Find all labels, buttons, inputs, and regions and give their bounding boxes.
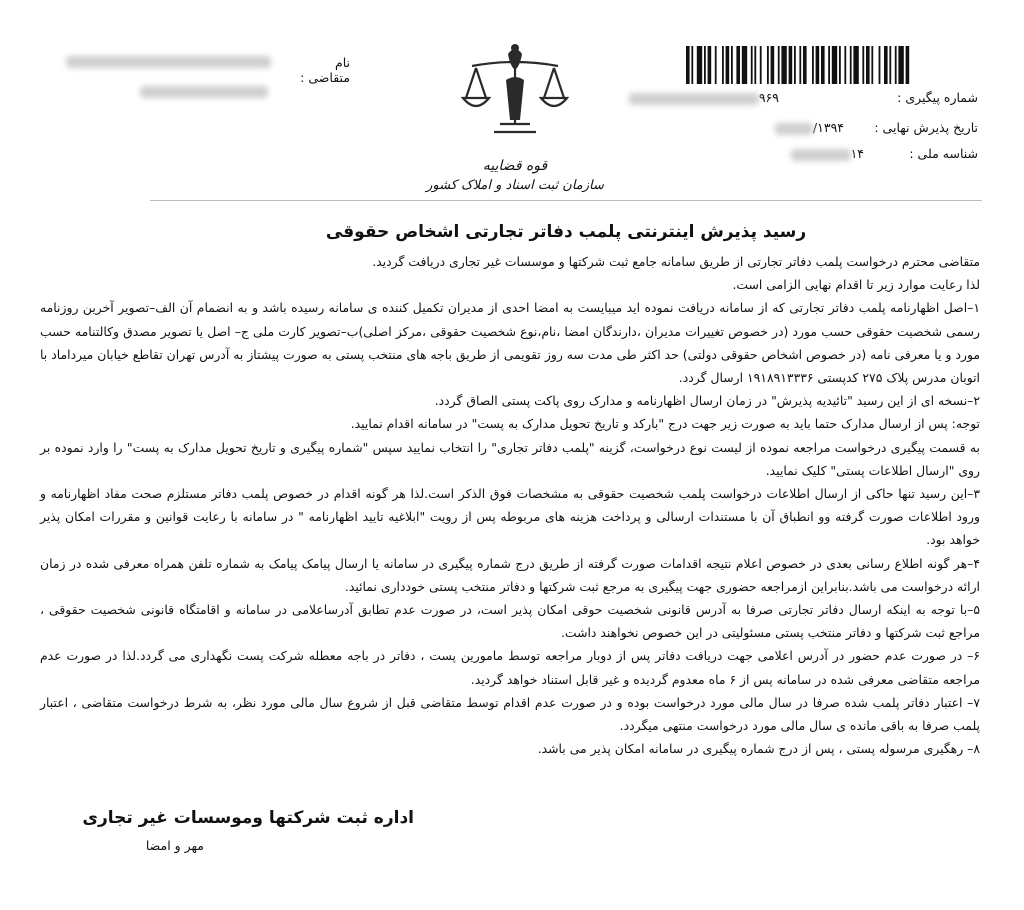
national-id-label: شناسه ملی : [909, 146, 978, 161]
barcode-bar [850, 46, 852, 84]
paragraph: توجه: پس از ارسال مدارک حتما باید به صورت زیر جهت درج "بارکد و تاریخ تحویل مدارک به پست" در سامانه اقدام نمایید. [350, 416, 980, 432]
judiciary-emblem [420, 40, 610, 193]
barcode-bar [742, 46, 747, 84]
barcode [686, 46, 980, 84]
barcode-bar [760, 46, 762, 84]
paragraph: ۸– رهگیری مرسوله پستی ، پس از درج شماره پیگیری در سامانه امکان پذیر می باشد. [537, 741, 980, 757]
paragraph: ۳–این رسید تنها حاکی از ارسال اطلاعات درخواست پلمب شخصیت حقوقی به مشخصات فوق الذکر است.لذا هر گونه اقدام در خصوص پلمب دفاتر مستلزم صحت مفاد اظهارنامه و ورود اطلاعات صورت گرفته وو انطباق آن با مستندات ارسالی و پرداخت هزینه های مربوطه پس از رویت "ابلاغیه تایید اظهارنامه " در سامانه با رعایت قوانین و مقررات امکان پذیر خواهد بود. [40, 486, 980, 548]
barcode-bar [715, 46, 717, 84]
barcode-bar [821, 46, 825, 84]
barcode-bar [906, 46, 910, 84]
organization-name: سازمان ثبت اسناد و املاک کشور [426, 178, 604, 193]
barcode-bar [691, 46, 693, 84]
final-date-label: تاریخ پذیرش نهایی : [874, 120, 978, 135]
barcode-bar [884, 46, 888, 84]
barcode-bar [794, 46, 796, 84]
receipt-body [40, 250, 980, 760]
issuing-office: اداره ثبت شرکتها وموسسات غیر تجاری [82, 808, 414, 828]
barcode-bar [866, 46, 870, 84]
paragraph: ۲–نسخه ای از این رسید "تائیدیه پذیرش" در زمان ارسال اظهارنامه و مدارک روی پاکت پستی الصاق گردد. [434, 393, 980, 409]
barcode-bar [771, 46, 775, 84]
barcode-bar [697, 46, 702, 84]
barcode-bar [736, 46, 740, 84]
tracking-value: ۹۶۹ [629, 90, 779, 105]
judiciary-name: قوه قضاییه [482, 158, 548, 174]
paragraph: ۵–با توجه به اینکه ارسال دفاتر تجارتی صرفا به آدرس قانونی شخصیت حوقی امکان پذیر است، در صورت عدم تطابق آدرساعلامی در سامانه و اقامتگاه قانونی شخصیت حقوقی ، مراجع ثبت شرکتها و دفاتر منتخب پستی مسئولیتی در این خصوص نخواهند داشت. [40, 602, 980, 641]
barcode-bar [754, 46, 756, 84]
paragraph: به قسمت پیگیری درخواست مراجعه نموده از لیست نوع درخواست، گزینه "پلمب دفاتر تجاری" را انتخاب نمایید سپس "شماره پیگیری و تاریخ تحویل مدارک به پست" را وارد نموده بر روی "ارسال اطلاعات پستی" کلیک نمایید. [40, 439, 980, 478]
paragraph: ۶– در صورت عدم حضور در آدرس اعلامی جهت دریافت دفاتر پس از دوبار مراجعه توسط مامورین پست ، دفاتر در باجه معطله شرکت پست نگهداری می گردد.لذا در صورت عدم مراجعه متقاضی معرفی شده در سامانه پس از ۶ ماه معدوم گردیده و غیر قابل استناد خواهد گردید. [40, 648, 980, 687]
barcode-bar [731, 46, 733, 84]
barcode-bar [767, 46, 769, 84]
barcode-bar [704, 46, 706, 84]
barcode-bar [812, 46, 814, 84]
barcode-bar [816, 46, 820, 84]
barcode-bar [789, 46, 793, 84]
barcode-bar [871, 46, 873, 84]
barcode-bar [708, 46, 712, 84]
barcode-bar [832, 46, 837, 84]
paragraph: لذا رعایت موارد زیر تا اقدام نهایی الزامی است. [732, 277, 980, 293]
barcode-bar [853, 46, 858, 84]
barcode-bar [889, 46, 891, 84]
barcode-bar [722, 46, 724, 84]
requester-name-redacted-line2 [140, 86, 268, 98]
header-divider [150, 200, 982, 201]
barcode-bar [879, 46, 881, 84]
barcode-bar [778, 46, 780, 84]
barcode-bar [895, 46, 897, 84]
barcode-bar [839, 46, 841, 84]
barcode-bar [898, 46, 903, 84]
final-date-value: ۱۳۹۴/ [775, 120, 844, 135]
paragraph: ۴–هر گونه اطلاع رسانی بعدی در خصوص اعلام نتیجه اقدامات صورت گرفته از طریق درج شماره پیگیری در سامانه یا ارسال پیامک پیامک به شماره تلفن همراه معرفی شده در زمان ارائه درخواست می باشد.بنابراین ازمراجعه حضوری جهت پیگیری به مرجع ثبت شرکتها و دفاتر منتخب پستی خودداری نمائید. [40, 555, 980, 594]
receipt-title: رسید پذیرش اینترنتی پلمب دفاتر تجارتی اشخاص حقوقی [325, 222, 807, 242]
barcode-bar [803, 46, 807, 84]
signature-label: مهر و امضا [145, 838, 204, 853]
barcode-bar [844, 46, 846, 84]
barcode-bar [862, 46, 864, 84]
national-id-value: ۱۴ [791, 146, 864, 161]
barcode-bar [726, 46, 730, 84]
barcode-bar [828, 46, 830, 84]
barcode-bar [799, 46, 801, 84]
barcode-bar [686, 46, 690, 84]
paragraph: متقاضی محترم درخواست پلمب دفاتر تجارتی از طریق سامانه جامع ثبت شرکتها و موسسات غیر تجاری دریافت گردید. [372, 254, 980, 269]
barcode-bar [781, 46, 786, 84]
barcode-bar [751, 46, 753, 84]
paragraph: ۷– اعتبار دفاتر پلمب شده صرفا در سال مالی مورد درخواست بوده و در صورت عدم اقدام توسط متقاضی قبل از شروع سال مالی مورد نظر، به شرط درخواست متقاضی ، اعتبار پلمب صرفا به باقی مانده ی سال مالی مورد درخواست منتهی میگردد. [40, 694, 980, 734]
requester-name-redacted [66, 56, 271, 68]
scales-of-justice-icon [460, 40, 570, 140]
tracking-label: شماره پیگیری : [897, 90, 978, 105]
paragraph: ۱–اصل اظهارنامه پلمب دفاتر تجارتی که از سامانه دریافت نموده اید میبایست به امضا احدی از مدیران تکمیل کننده ی سامانه رسیده باشد و به انضمام آن الف–تصویر آخرین روزنامه رسمی شخصیت حقوقی حسب مورد (در خصوص تغییرات مدیران ،دارندگان امضا ،نام،نوع شخصیت حقوقی ،مرکز اصلی)ب–تصویر کارت ملی ج– اصل یا تصویر مصدق وکالتنامه حسب مورد و یا معرفی نامه (در خصوص اشخاص حقوقی دولتی) حد اکثر طی مدت سه روز تقویمی از طریق باجه های منتخب پستی به صورت پیشتاز به آدرس تهران تقاطع خیابان میرداماد با اتوبان مدرس پلاک ۲۷۵ کدپستی ۱۹۱۸۹۱۳۳۳۶ ارسال گردد. [40, 300, 980, 386]
requester-label: نام متقاضی : [300, 55, 350, 85]
